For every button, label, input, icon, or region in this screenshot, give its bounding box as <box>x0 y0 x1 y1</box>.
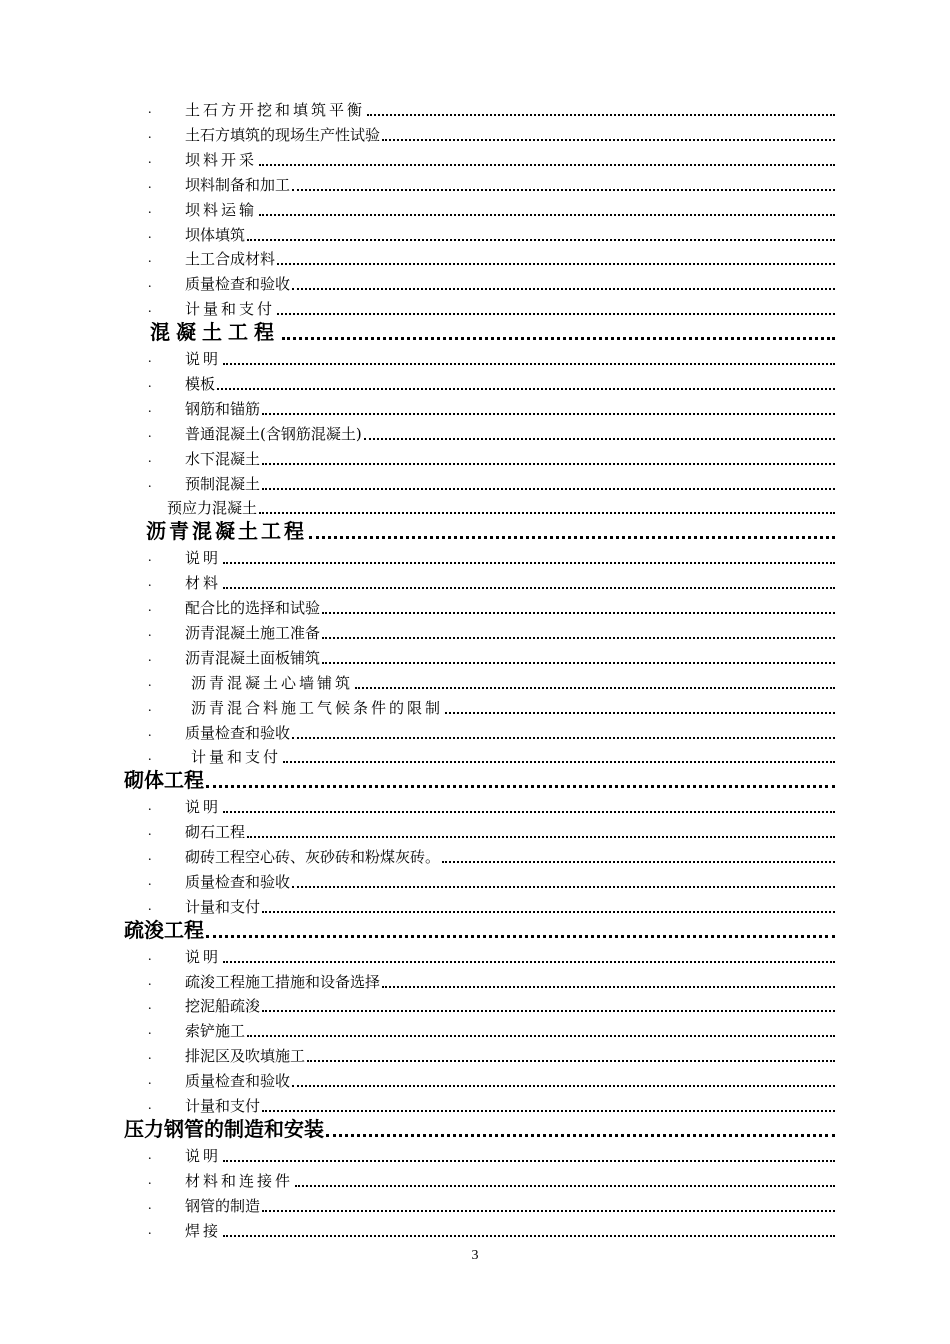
toc-entry[interactable] <box>148 1044 835 1066</box>
toc-entry-title: 索铲施工 <box>185 1022 246 1041</box>
toc-entry-title: 水下混凝土 <box>185 449 261 468</box>
toc-bullet: . <box>148 151 152 167</box>
toc-bullet: . <box>148 749 152 765</box>
dot-leader <box>223 811 835 813</box>
toc-bullet: . <box>148 898 152 914</box>
dot-leader <box>247 836 835 838</box>
toc-bullet: . <box>148 1147 152 1163</box>
dot-leader <box>326 1134 835 1137</box>
toc-entry-title: 排泥区及吹填施工 <box>185 1047 306 1066</box>
toc-entry[interactable] <box>148 895 835 917</box>
toc-bullet: . <box>148 1098 152 1113</box>
dot-leader <box>259 164 835 166</box>
toc-entry-title: 计量和支付 <box>185 897 261 916</box>
toc-bullet: . <box>148 1197 152 1213</box>
toc-heading[interactable] <box>124 1116 835 1142</box>
toc-bullet: . <box>148 475 152 491</box>
dot-leader <box>322 662 835 664</box>
dot-leader <box>382 986 835 988</box>
dot-leader <box>367 114 835 116</box>
toc-entry[interactable] <box>148 1219 835 1241</box>
dot-leader <box>277 263 835 265</box>
dot-leader <box>283 761 835 763</box>
toc-entry-title: 说明 <box>185 549 222 568</box>
dot-leader <box>223 587 835 589</box>
toc-bullet: . <box>148 1172 152 1188</box>
dot-leader <box>259 214 835 216</box>
toc-entry[interactable] <box>148 696 835 718</box>
toc-entry-title: 坝料运输 <box>185 200 258 219</box>
toc-bullet: . <box>148 849 152 864</box>
toc-entry-title: 模板 <box>185 374 216 393</box>
toc-entry[interactable] <box>148 297 835 319</box>
toc-heading[interactable] <box>124 767 835 793</box>
toc-entry-title: 说明 <box>185 947 222 966</box>
toc-entry-title: 焊接 <box>185 1221 222 1240</box>
toc-entry[interactable] <box>148 795 835 817</box>
toc-entry[interactable] <box>148 223 835 245</box>
toc-entry-title: 挖泥船疏浚 <box>185 997 261 1016</box>
toc-entry-title: 预应力混凝土 <box>167 499 258 518</box>
dot-leader <box>442 861 835 863</box>
toc-bullet: . <box>148 799 152 815</box>
dot-leader <box>247 1035 835 1037</box>
toc-bullet: . <box>148 998 152 1014</box>
dot-leader <box>262 1110 835 1112</box>
toc-bullet: . <box>148 1023 152 1039</box>
toc-entry[interactable] <box>148 472 835 494</box>
toc-entry[interactable] <box>148 546 835 568</box>
dot-leader <box>277 313 835 315</box>
toc-entry[interactable] <box>148 148 835 170</box>
dot-leader <box>262 488 835 490</box>
toc-entry[interactable] <box>148 1019 835 1041</box>
toc-entry[interactable] <box>148 247 835 269</box>
toc-entry-title: 预制混凝土 <box>185 474 261 493</box>
dot-leader <box>364 438 835 440</box>
toc-entry-title: 说明 <box>185 1146 222 1165</box>
toc-bullet: . <box>148 649 152 665</box>
toc-entry-title: 压力钢管的制造和安装 <box>124 1116 324 1141</box>
toc-bullet: . <box>148 824 152 840</box>
toc-entry[interactable] <box>148 820 835 842</box>
toc-bullet: . <box>148 674 152 690</box>
dot-leader <box>206 935 835 938</box>
toc-entry[interactable] <box>148 123 835 145</box>
dot-leader <box>322 637 835 639</box>
toc-entry[interactable] <box>148 845 835 867</box>
dot-leader <box>322 612 835 614</box>
toc-entry[interactable] <box>148 347 835 369</box>
toc-bullet: . <box>148 724 152 740</box>
toc-entry-title: 质量检查和验收 <box>185 1072 291 1091</box>
dot-leader <box>262 463 835 465</box>
toc-entry-title: 计量和支付 <box>185 1097 261 1115</box>
dot-leader <box>217 388 835 390</box>
toc-entry[interactable] <box>148 173 835 195</box>
toc-bullet: . <box>148 400 152 416</box>
toc-entry[interactable] <box>148 745 835 767</box>
toc-entry-title: 质量检查和验收 <box>185 872 291 891</box>
toc-bullet: . <box>148 425 152 441</box>
toc-bullet: . <box>148 102 152 117</box>
toc-heading[interactable] <box>124 917 835 943</box>
toc-heading[interactable] <box>146 518 835 544</box>
dot-leader <box>223 363 835 365</box>
dot-leader <box>262 1010 835 1012</box>
toc-entry-title: 坝料制备和加工 <box>185 175 291 194</box>
toc-bullet: . <box>148 450 152 466</box>
dot-leader <box>292 189 835 191</box>
dot-leader <box>206 785 835 788</box>
toc-bullet: . <box>148 351 152 366</box>
toc-entry[interactable] <box>148 994 835 1016</box>
toc-entry-title: 计量和支付 <box>185 300 276 319</box>
dot-leader <box>309 536 835 539</box>
dot-leader <box>292 737 835 739</box>
dot-leader <box>382 139 835 141</box>
toc-entry-title: 土工合成材料 <box>185 250 276 269</box>
toc-entry-title: 土石方开挖和填筑平衡 <box>185 101 366 119</box>
toc-entry[interactable] <box>148 272 835 294</box>
toc-entry[interactable] <box>148 571 835 593</box>
toc-entry[interactable] <box>148 671 835 693</box>
toc-entry-title: 配合比的选择和试验 <box>185 599 321 617</box>
toc-entry-title: 沥青混凝土心墙铺筑 <box>191 673 354 692</box>
toc-bullet: . <box>148 600 152 615</box>
toc-entry-title: 疏浚工程施工措施和设备选择 <box>185 972 381 991</box>
toc-entry-title: 说明 <box>185 350 222 368</box>
page-number: 3 <box>471 1248 479 1263</box>
dot-leader <box>355 687 835 689</box>
toc-entry-title: 疏浚工程 <box>124 917 204 942</box>
toc-entry[interactable] <box>148 945 835 967</box>
dot-leader <box>295 1185 835 1187</box>
toc-bullet: . <box>148 226 152 242</box>
toc-entry-title: 土石方填筑的现场生产性试验 <box>185 125 381 144</box>
toc-entry-title: 砌体工程 <box>124 768 204 793</box>
toc-bullet: . <box>148 251 152 267</box>
toc-entry[interactable] <box>148 1144 835 1166</box>
dot-leader <box>247 239 835 241</box>
toc-entry-title: 普通混凝土(含钢筋混凝土) <box>185 424 362 443</box>
toc-entry-title: 质量检查和验收 <box>185 275 291 294</box>
toc-bullet: . <box>148 276 152 292</box>
toc-entry-title: 砌砖工程空心砖、灰砂砖和粉煤灰砖。 <box>185 848 441 866</box>
toc-entry[interactable] <box>148 1169 835 1191</box>
toc-entry-title: 沥青混凝土面板铺筑 <box>185 648 321 667</box>
toc-entry-title: 沥青混合料施工气候条件的限制 <box>191 698 444 717</box>
dot-leader <box>282 337 835 340</box>
toc-entry[interactable] <box>148 1194 835 1216</box>
dot-leader <box>223 562 835 564</box>
toc-entry-title: 混凝土工程 <box>150 320 280 345</box>
toc-entry-title: 说明 <box>185 798 222 817</box>
toc-bullet: . <box>148 624 152 640</box>
toc-bullet: . <box>148 201 152 217</box>
toc-entry[interactable] <box>148 1069 835 1091</box>
dot-leader <box>262 1210 835 1212</box>
toc-bullet: . <box>148 176 152 192</box>
toc-entry[interactable] <box>148 646 835 668</box>
dot-leader <box>223 1160 835 1162</box>
toc-entry-title: 质量检查和验收 <box>185 723 291 742</box>
dot-leader <box>445 712 835 714</box>
toc-entry-title: 材料 <box>185 574 222 593</box>
toc-entry[interactable] <box>148 870 835 892</box>
dot-leader <box>259 512 835 514</box>
dot-leader <box>262 911 835 913</box>
toc-entry-title: 坝体填筑 <box>185 225 246 244</box>
dot-leader <box>292 288 835 290</box>
toc-entry-title: 钢筋和锚筋 <box>185 399 261 418</box>
toc-entry[interactable] <box>148 397 835 419</box>
dot-leader <box>307 1060 835 1062</box>
toc-entry[interactable] <box>148 721 835 743</box>
toc-entry-title: 沥青混凝土工程 <box>146 519 307 544</box>
dot-leader <box>223 961 835 963</box>
toc-entry[interactable] <box>148 98 835 120</box>
toc-bullet: . <box>148 873 152 889</box>
toc-bullet: . <box>148 973 152 989</box>
toc-bullet: . <box>148 301 152 317</box>
toc-entry[interactable] <box>148 198 835 220</box>
toc-entry[interactable] <box>148 596 835 618</box>
toc-heading[interactable] <box>150 319 835 345</box>
toc-bullet: . <box>148 126 152 142</box>
toc-entry-title: 计量和支付 <box>191 748 282 767</box>
dot-leader <box>292 886 835 888</box>
toc-bullet: . <box>148 1222 152 1238</box>
toc-bullet: . <box>148 699 152 715</box>
toc-entry-title: 沥青混凝土施工准备 <box>185 623 321 642</box>
toc-entry-title: 坝料开采 <box>185 150 258 169</box>
toc-entry[interactable] <box>148 621 835 643</box>
toc-bullet: . <box>148 1073 152 1089</box>
dot-leader <box>223 1235 835 1237</box>
toc-entry[interactable] <box>148 970 835 992</box>
toc-entry-title: 钢管的制造 <box>185 1196 261 1215</box>
dot-leader <box>292 1085 835 1087</box>
toc-bullet: . <box>148 575 152 591</box>
toc-bullet: . <box>148 550 152 566</box>
toc-entry-title: 砌石工程 <box>185 823 246 842</box>
toc-bullet: . <box>148 375 152 391</box>
toc-bullet: . <box>148 1048 152 1064</box>
toc-entry[interactable] <box>148 422 835 444</box>
toc-bullet: . <box>148 948 152 964</box>
toc-entry-title: 材料和连接件 <box>185 1171 294 1190</box>
toc-entry[interactable] <box>148 372 835 394</box>
toc-entry[interactable] <box>148 447 835 469</box>
dot-leader <box>262 413 835 415</box>
